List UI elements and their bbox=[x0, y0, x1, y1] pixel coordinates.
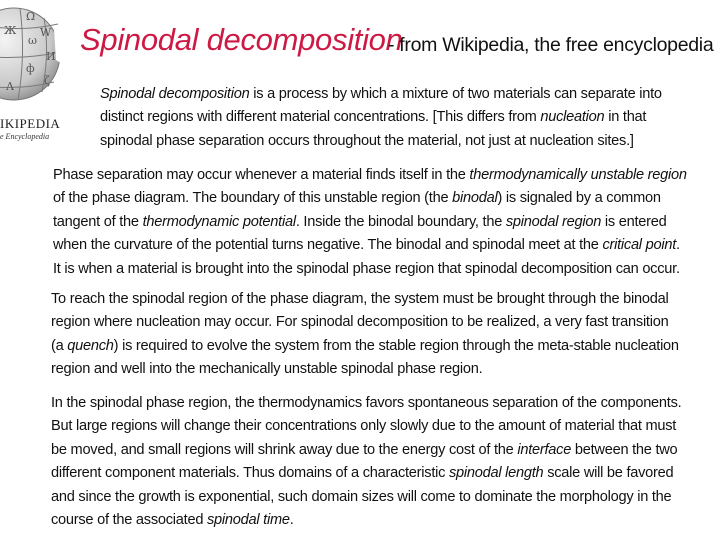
text-line bbox=[51, 462, 681, 485]
emphasis-text: critical point bbox=[602, 237, 677, 254]
emphasis-text: Spinodal decomposition bbox=[100, 86, 250, 102]
text-line bbox=[51, 486, 681, 509]
wikipedia-logo bbox=[0, 0, 62, 145]
text-line bbox=[51, 392, 681, 415]
text-line bbox=[100, 130, 662, 153]
text-line bbox=[51, 311, 679, 334]
emphasis-text: nucleation bbox=[540, 109, 605, 126]
body-text: and since the growth is exponential, such domain sizes will come to dominate the morphology in the bbox=[51, 488, 672, 505]
text-line bbox=[100, 83, 662, 106]
text-line bbox=[51, 288, 679, 311]
text-line bbox=[53, 258, 687, 281]
text-line bbox=[51, 335, 679, 358]
text-line bbox=[51, 358, 679, 381]
body-text: between the two bbox=[571, 441, 678, 458]
emphasis-text: spinodal region bbox=[505, 213, 602, 230]
emphasis-text: binodal bbox=[452, 190, 498, 207]
svg-text:ф: ф bbox=[26, 62, 35, 75]
body-text: . Inside the binodal boundary, the bbox=[295, 213, 506, 230]
body-text: is entered bbox=[601, 213, 667, 230]
svg-text:ζ: ζ bbox=[44, 74, 50, 87]
body-text: scale will be favored bbox=[543, 465, 674, 482]
body-text: when the curvature of the potential turns negative. The binodal and spinodal meet at the bbox=[53, 237, 603, 254]
paragraph-intro bbox=[100, 83, 662, 153]
text-line bbox=[100, 106, 662, 129]
body-text: ) is required to evolve the system from the stable region through the meta-stable nucleation bbox=[113, 337, 679, 354]
text-line bbox=[53, 211, 687, 234]
paragraph-phase-separation bbox=[53, 164, 687, 281]
body-text: distinct regions with different material concentrations. [This differs from bbox=[100, 109, 541, 126]
svg-text:И: И bbox=[46, 50, 56, 63]
logo-tagline: e Encyclopedia bbox=[0, 132, 50, 141]
paragraph-spinodal-phase bbox=[51, 392, 681, 532]
svg-text:ω: ω bbox=[28, 34, 37, 47]
svg-text:Ж: Ж bbox=[4, 24, 17, 37]
emphasis-text: spinodal time bbox=[207, 511, 290, 528]
text-line bbox=[51, 509, 681, 532]
text-line bbox=[53, 234, 687, 257]
body-text: (a bbox=[51, 337, 68, 354]
svg-text:Λ: Λ bbox=[6, 80, 14, 93]
body-text: of the phase diagram. The boundary of this unstable region (the bbox=[53, 190, 453, 207]
svg-text:W: W bbox=[40, 26, 52, 39]
body-text: course of the associated bbox=[51, 511, 207, 528]
text-line bbox=[53, 187, 687, 210]
body-text: in that bbox=[604, 109, 647, 126]
body-text: different component materials. Thus domains of a characteristic bbox=[51, 465, 449, 482]
emphasis-text: interface bbox=[517, 441, 572, 458]
body-text: spinodal phase separation occurs throughout the material, not just at nucleation sites.] bbox=[100, 132, 634, 149]
body-text: In the spinodal phase region, the thermodynamics favors spontaneous separation of the components. bbox=[51, 395, 682, 411]
body-text: tangent of the bbox=[53, 213, 143, 230]
body-text: . bbox=[676, 237, 680, 254]
emphasis-text: quench bbox=[67, 337, 114, 354]
body-text: region where nucleation may occur. For spinodal decomposition to be realized, a very fast transition bbox=[51, 314, 669, 331]
logo-wordmark: IKIPEDIA bbox=[0, 116, 61, 131]
body-text: . bbox=[289, 511, 294, 528]
body-text: To reach the spinodal region of the phase diagram, the system must be brought through the binodal bbox=[51, 291, 669, 307]
text-line bbox=[51, 439, 681, 462]
text-line bbox=[51, 415, 681, 438]
body-text: is a process by which a mixture of two materials can separate into bbox=[249, 86, 662, 102]
emphasis-text: thermodynamic potential bbox=[142, 213, 296, 230]
body-text: But large regions will change their concentrations only slowly due to the amount of material that must bbox=[51, 418, 677, 435]
svg-text:Ω: Ω bbox=[26, 10, 36, 23]
text-line bbox=[53, 164, 687, 187]
page-subtitle: - from Wikipedia, the free encyclopedia bbox=[388, 34, 714, 56]
puzzle-globe-icon bbox=[0, 0, 62, 112]
emphasis-text: spinodal length bbox=[448, 465, 544, 482]
body-text: region and well into the mechanically unstable spinodal phase region. bbox=[51, 361, 483, 378]
body-text: ) is signaled by a common bbox=[497, 190, 661, 207]
body-text: Phase separation may occur whenever a material finds itself in the bbox=[53, 167, 470, 183]
paragraph-spinodal-region bbox=[51, 288, 679, 382]
body-text: be moved, and small regions will shrink away due to the energy cost of the bbox=[51, 441, 518, 458]
body-text: It is when a material is brought into the spinodal phase region that spinodal decomposition can occur. bbox=[53, 260, 680, 277]
emphasis-text: thermodynamically unstable region bbox=[469, 167, 687, 183]
page-title: Spinodal decomposition bbox=[80, 22, 403, 57]
